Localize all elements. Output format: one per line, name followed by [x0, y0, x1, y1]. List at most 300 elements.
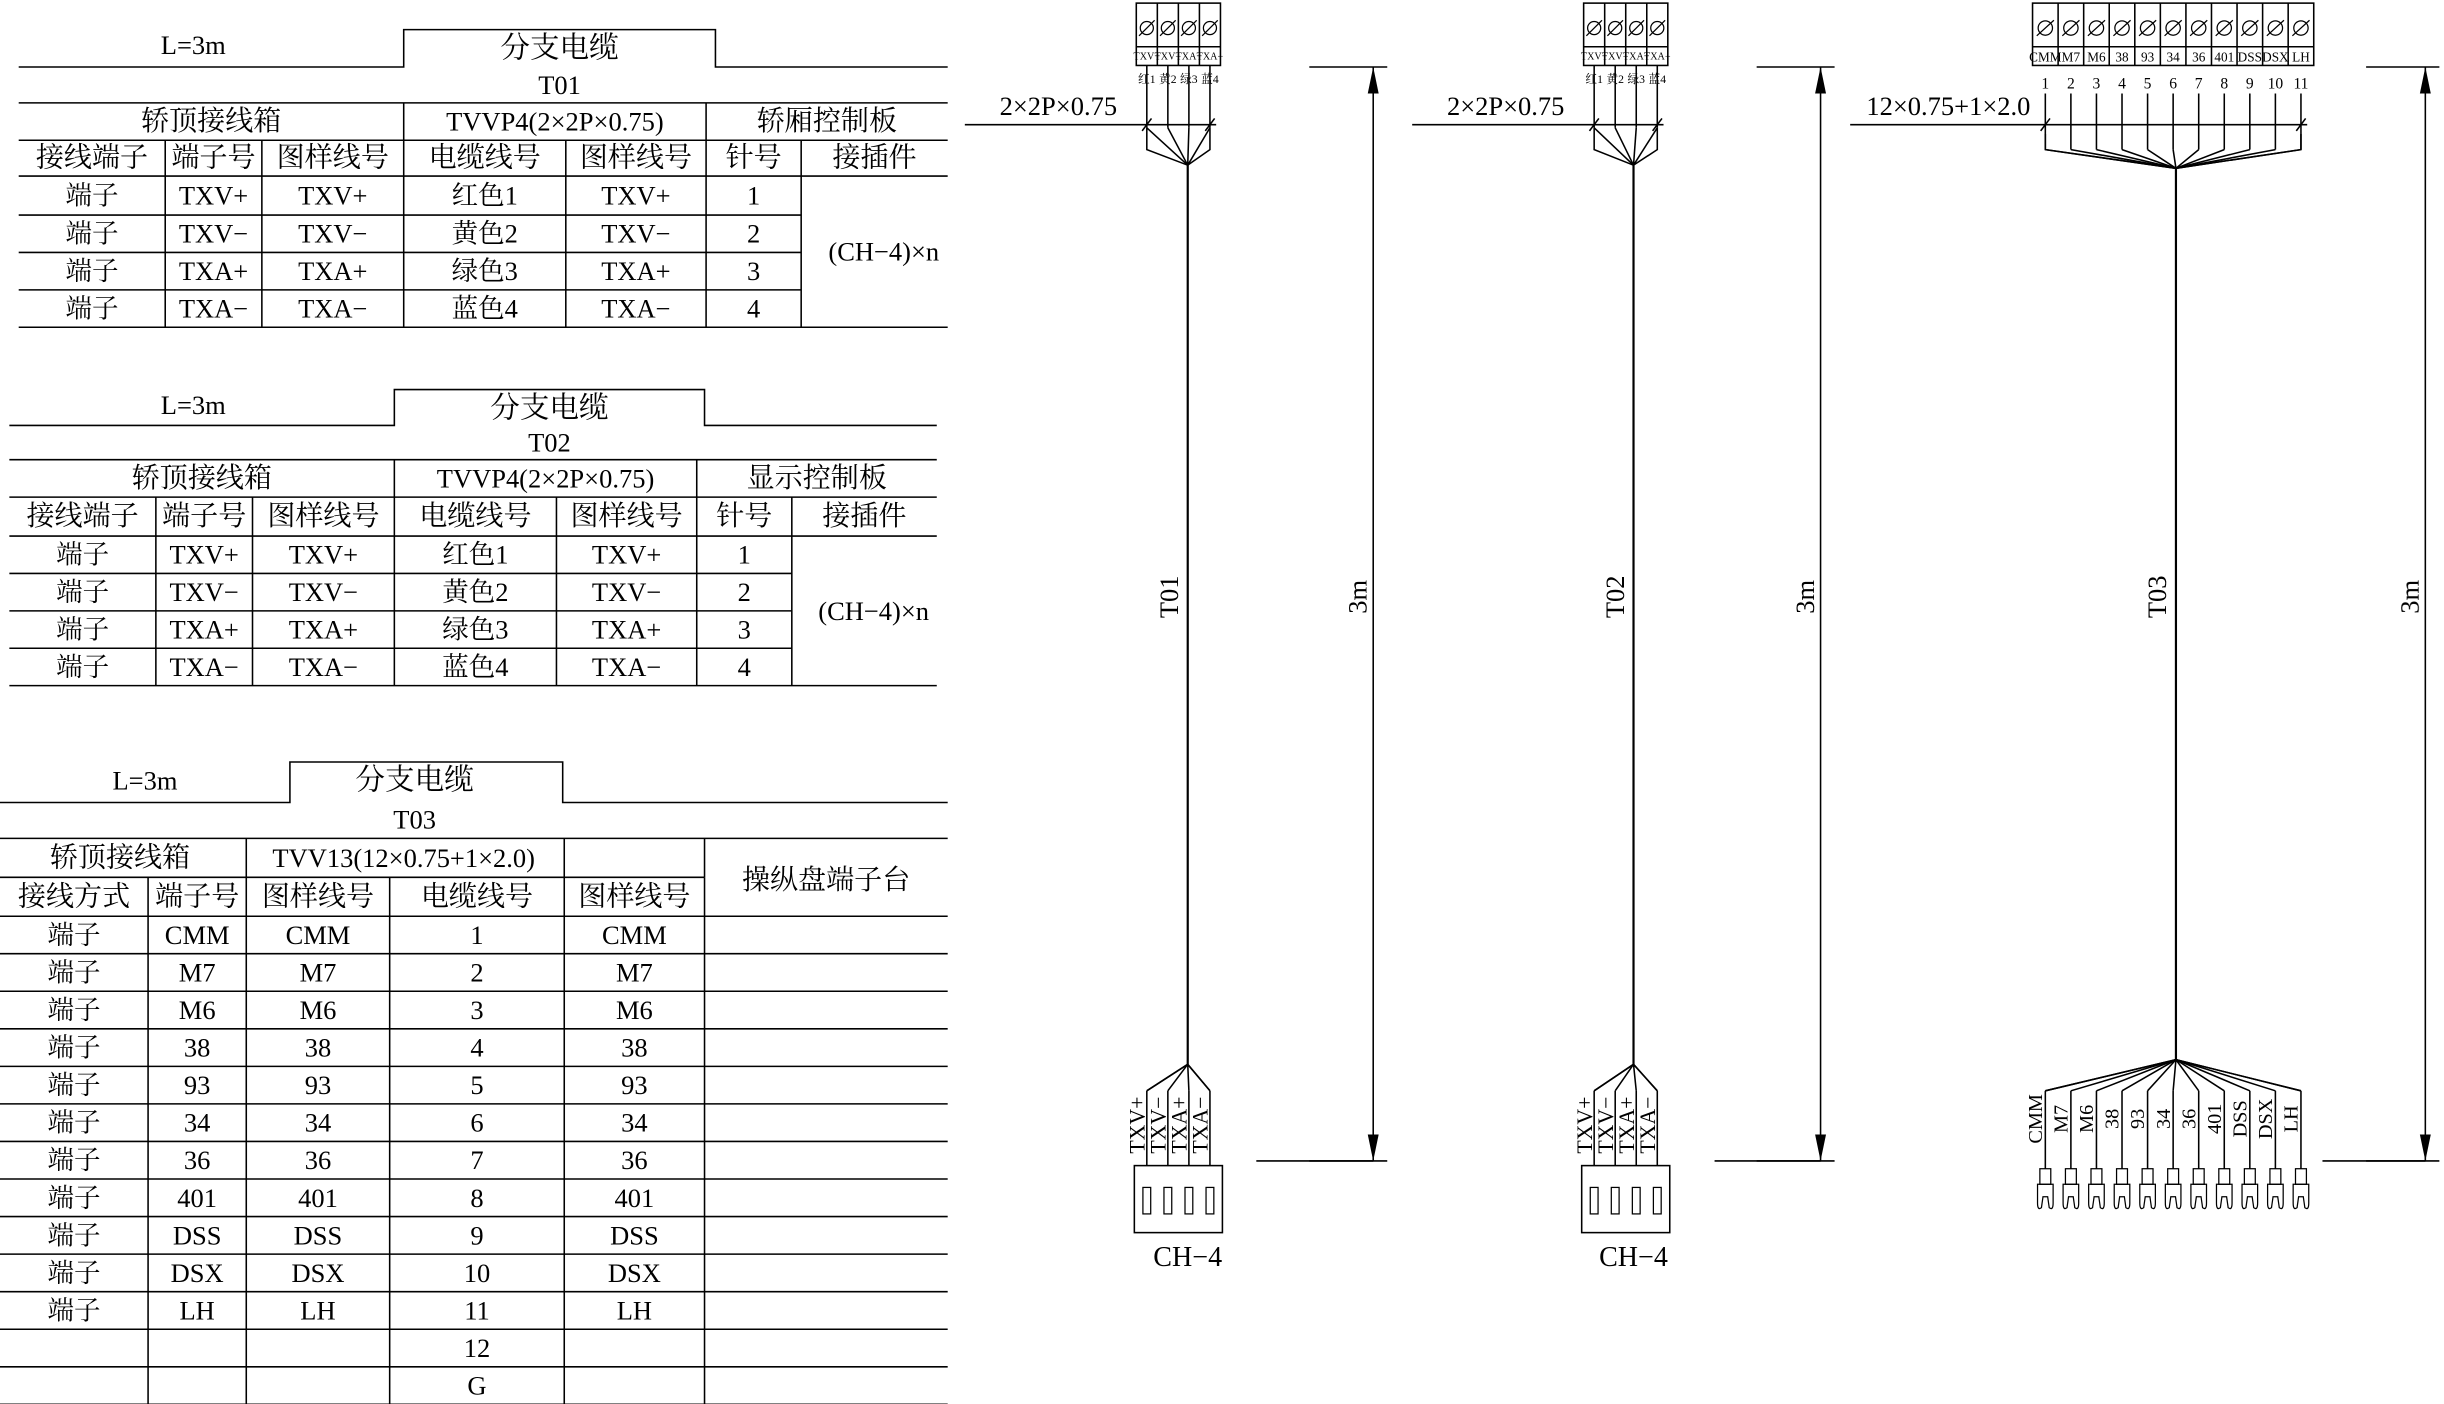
- table-cell: M6: [178, 995, 216, 1026]
- wire-color-label: 蓝4: [1648, 72, 1667, 86]
- fork-lug-icon: [2038, 1184, 2054, 1208]
- header-bracket: [9, 390, 936, 426]
- fork-lug-icon: [2114, 1184, 2130, 1208]
- table-cell: 端子: [65, 180, 119, 211]
- table-cell: TXA+: [601, 256, 671, 287]
- wire-fan: [2176, 1060, 2224, 1091]
- cable-id-label: T01: [1154, 575, 1185, 619]
- table-cell: M7: [299, 957, 337, 988]
- screw-icon-slash: [2088, 20, 2105, 36]
- column-header: 电缆线号: [428, 142, 541, 174]
- terminal-label: TXA−: [1644, 51, 1671, 63]
- terminal-label: TXA+: [1622, 51, 1650, 63]
- column-header: 端子号: [162, 501, 247, 533]
- wire-end-label: TXA−: [1635, 1096, 1660, 1154]
- table-cell: DSX: [291, 1257, 345, 1288]
- table-cell: 端子: [47, 1220, 101, 1251]
- column-header: 端子号: [155, 881, 240, 913]
- wire-end-label: 93: [2127, 1108, 2150, 1129]
- length-label: L=3m: [160, 30, 226, 61]
- terminal-label: LH: [2292, 49, 2310, 65]
- table-cell: TXA−: [288, 651, 359, 682]
- wire-fan: [1594, 1064, 1633, 1090]
- screw-icon-slash: [2037, 20, 2054, 36]
- table-cell: 34: [621, 1107, 648, 1138]
- table-cell: 红色1: [451, 180, 518, 211]
- screw-icon-slash: [2139, 20, 2156, 36]
- table-cell: 端子: [47, 1182, 101, 1213]
- column-header: 图样线号: [579, 142, 693, 174]
- table-cell: 端子: [56, 539, 110, 570]
- wire-end-label: DSX: [2255, 1098, 2278, 1140]
- table-cell: 端子: [56, 651, 110, 682]
- column-header: 电缆线号: [420, 881, 534, 913]
- wire-fan: [1147, 128, 1188, 165]
- screw-icon-slash: [1139, 20, 1155, 36]
- table-cell: M6: [299, 995, 337, 1026]
- terminal-label: DSX: [2262, 49, 2289, 65]
- group-header-left: 轿顶接线箱: [49, 842, 191, 874]
- wire-fan: [2173, 150, 2176, 169]
- wire-fan: [2045, 1060, 2176, 1091]
- terminal-number: 2: [2066, 75, 2075, 93]
- table-cell: 端子: [47, 1295, 101, 1326]
- table-cell: TXA+: [178, 256, 249, 287]
- table-cell: 1: [470, 919, 484, 950]
- table-cell: TXA+: [169, 614, 239, 645]
- arrow-head: [2420, 67, 2431, 93]
- group-header-right: 显示控制板: [746, 462, 887, 494]
- branch-cable-label: 分支电缆: [500, 32, 619, 65]
- screw-icon-slash: [2190, 20, 2207, 36]
- table-cell: 36: [304, 1145, 332, 1176]
- group-header-left: 轿顶接线箱: [131, 462, 272, 494]
- terminal-number: 7: [2194, 75, 2203, 93]
- column-header: 端子号: [171, 142, 256, 174]
- terminal-label: TXA+: [1175, 51, 1203, 63]
- table-cell: DSS: [610, 1220, 659, 1251]
- lug-sleeve: [2065, 1169, 2076, 1185]
- terminal-number: 8: [2220, 75, 2229, 93]
- table-cell: 36: [621, 1145, 648, 1176]
- wire-end-label: TXA+: [1167, 1096, 1192, 1154]
- fan-outline: [1594, 1064, 1657, 1090]
- terminal-number: 5: [2143, 75, 2152, 93]
- terminal-number: 10: [2267, 75, 2284, 93]
- table-cell: DSS: [172, 1220, 222, 1251]
- wire-end-label: DSS: [2229, 1100, 2252, 1138]
- screw-icon-slash: [1649, 20, 1665, 36]
- table-cell: 93: [304, 1070, 332, 1101]
- screw-icon-slash: [2267, 20, 2284, 36]
- connector-pin: [1206, 1187, 1214, 1213]
- table-id: T03: [393, 804, 436, 835]
- wire-color-label: 红1: [1138, 72, 1156, 86]
- table-cell: 38: [183, 1032, 211, 1063]
- table-cell: TXA−: [169, 651, 239, 682]
- table-cell: TXV−: [591, 577, 662, 608]
- table-cell: 1: [747, 180, 761, 211]
- terminal-label: DSS: [2237, 49, 2262, 65]
- lug-sleeve: [2219, 1169, 2230, 1185]
- column-header: 接插件: [822, 501, 907, 533]
- lug-sleeve: [2193, 1169, 2204, 1185]
- wire-color-label: 绿3: [1627, 72, 1646, 86]
- table-cell: 端子: [47, 1070, 101, 1101]
- wire-color-label: 黄2: [1159, 72, 1177, 86]
- table-cell: 8: [470, 1182, 484, 1213]
- wire-fan: [2122, 150, 2176, 169]
- terminal-number: 6: [2169, 75, 2178, 93]
- wire-color-label: 黄2: [1606, 72, 1624, 86]
- terminal-label: TXV+: [1133, 51, 1161, 63]
- column-header: 接插件: [832, 142, 917, 174]
- table-cell: 93: [621, 1070, 648, 1101]
- wire-fan: [1168, 1064, 1188, 1090]
- wire-fan: [1188, 128, 1189, 165]
- fork-lug-icon: [2216, 1184, 2232, 1208]
- column-header: 接线端子: [26, 501, 139, 533]
- lug-sleeve: [2270, 1169, 2281, 1185]
- table-cell: CMM: [164, 919, 230, 950]
- table-cell: 7: [470, 1145, 484, 1176]
- table-cell: TXA−: [298, 293, 368, 324]
- wire-end-label: 401: [2203, 1103, 2226, 1135]
- table-cell: 38: [621, 1032, 648, 1063]
- table-cell: 4: [470, 1032, 484, 1063]
- column-header: 针号: [725, 142, 782, 174]
- table-cell: TXV−: [169, 577, 239, 608]
- wire-end-label: TXV+: [1572, 1096, 1597, 1154]
- table-cell: TXV−: [601, 218, 671, 249]
- wire-fan: [1634, 128, 1658, 165]
- table-cell: 蓝色4: [442, 651, 509, 682]
- wire-fan: [2176, 150, 2224, 169]
- terminal-number: 1: [2041, 75, 2050, 93]
- terminal-label: 34: [2166, 49, 2180, 65]
- screw-icon-slash: [1607, 20, 1623, 36]
- table-cell: 绿色3: [442, 614, 509, 645]
- fork-lug-icon: [2089, 1184, 2105, 1208]
- table-cell: 蓝色4: [451, 293, 518, 324]
- wire-fan: [2122, 1060, 2176, 1091]
- table-cell: TXV+: [601, 180, 671, 211]
- screw-icon-slash: [2292, 20, 2309, 36]
- table-cell: LH: [179, 1295, 215, 1326]
- table-cell: 4: [747, 293, 761, 324]
- screw-icon-slash: [1181, 20, 1197, 36]
- terminal-label: 36: [2192, 49, 2206, 65]
- terminal-label: M7: [2061, 49, 2081, 65]
- table-cell: 红色1: [442, 539, 509, 570]
- dimension-label: 3m: [2394, 579, 2425, 614]
- table-cell: TXV+: [169, 539, 239, 570]
- terminal-label: CMM: [2029, 49, 2062, 65]
- wire-end-label: LH: [2280, 1105, 2303, 1133]
- terminal-label: TXV+: [1580, 51, 1608, 63]
- column-header: 图样线号: [570, 501, 683, 533]
- table-cell: 黄色2: [442, 577, 509, 608]
- terminal-label: TXV−: [1154, 51, 1182, 63]
- table-cell: 10: [463, 1257, 491, 1288]
- wire-end-label: 38: [2101, 1108, 2124, 1129]
- table-cell: 34: [304, 1107, 332, 1138]
- screw-icon-slash: [1202, 20, 1218, 36]
- cable-spec-label: 2×2P×0.75: [1446, 90, 1565, 121]
- terminal-number: 11: [2293, 75, 2309, 93]
- screw-icon-slash: [1628, 20, 1644, 36]
- column-header: 电缆线号: [419, 501, 532, 533]
- connector-cell: (CH−4)×n: [828, 236, 940, 267]
- table-cell: 端子: [47, 1145, 101, 1176]
- group-header-right: 操纵盘端子台: [741, 864, 911, 896]
- cable-drawing-t03: [1850, 3, 2314, 1208]
- table-cell: DSX: [170, 1257, 224, 1288]
- table-cell: 4: [737, 651, 751, 682]
- wire-color-label: 蓝4: [1201, 72, 1219, 86]
- wire-end-label: TXV−: [1146, 1096, 1171, 1154]
- branch-cable-label: 分支电缆: [490, 392, 609, 425]
- terminal-number: 9: [2245, 75, 2254, 93]
- wire-end-label: 34: [2152, 1108, 2175, 1129]
- table-cell: DSX: [607, 1257, 661, 1288]
- terminal-label: 401: [2214, 49, 2235, 65]
- connector-body: [1582, 1166, 1670, 1233]
- branch-cable-label: 分支电缆: [355, 764, 474, 797]
- table-cell: TXV−: [178, 218, 249, 249]
- column-header: 接线方式: [17, 881, 131, 913]
- column-header: 图样线号: [261, 881, 375, 913]
- table-cell: 1: [737, 539, 751, 570]
- group-header-cable: TVVP4(2×2P×0.75): [436, 463, 655, 494]
- length-label: L=3m: [160, 390, 226, 421]
- arrow-head: [1815, 1134, 1826, 1160]
- table-cell: LH: [300, 1295, 336, 1326]
- table-cell: TXA−: [591, 651, 662, 682]
- length-label: L=3m: [112, 765, 178, 796]
- connector-pin: [1653, 1187, 1661, 1213]
- cable-id-label: T03: [2142, 575, 2173, 619]
- table-cell: TXA−: [178, 293, 249, 324]
- terminal-number: 3: [2092, 75, 2101, 93]
- fork-lug-icon: [2293, 1184, 2309, 1208]
- dimension-t03: [2322, 67, 2439, 1161]
- table-cell: TXV+: [178, 180, 249, 211]
- cable-id-label: T02: [1599, 575, 1630, 619]
- wire-end-label: M6: [2076, 1104, 2099, 1133]
- fan-outline: [1594, 128, 1657, 165]
- wire-end-label: CMM: [2024, 1094, 2047, 1144]
- connector-pin: [1632, 1187, 1640, 1213]
- table-cell: 401: [614, 1182, 655, 1213]
- table-cell: TXV+: [298, 180, 368, 211]
- screw-icon-slash: [2113, 20, 2130, 36]
- fork-lug-icon: [2063, 1184, 2079, 1208]
- group-header-cable: TVV13(12×0.75+1×2.0): [272, 842, 535, 873]
- screw-icon-slash: [2216, 20, 2233, 36]
- wire-end-label: TXA−: [1188, 1096, 1213, 1154]
- lug-sleeve: [2117, 1169, 2128, 1185]
- table-cell: 36: [183, 1145, 211, 1176]
- wire-color-label: 红1: [1585, 72, 1603, 86]
- screw-icon-slash: [2165, 20, 2182, 36]
- table-cell: 绿色3: [451, 256, 518, 287]
- lug-sleeve: [2168, 1169, 2179, 1185]
- arrow-head: [1368, 67, 1379, 93]
- wire-end-label: M7: [2050, 1104, 2073, 1133]
- table-t02: [9, 390, 936, 686]
- table-cell: 端子: [47, 1257, 101, 1288]
- terminal-label: 38: [2115, 49, 2129, 65]
- table-cell: DSS: [293, 1220, 343, 1251]
- table-cell: LH: [616, 1295, 653, 1326]
- column-header: 图样线号: [276, 142, 389, 174]
- table-cell: 端子: [47, 995, 101, 1026]
- wire-end-label: 36: [2178, 1108, 2201, 1129]
- dimension-label: 3m: [1342, 579, 1373, 614]
- connector-pin: [1611, 1187, 1619, 1213]
- table-cell: TXV−: [288, 577, 359, 608]
- fork-lug-icon: [2165, 1184, 2181, 1208]
- wire-fan: [1634, 1064, 1658, 1090]
- table-cell: 12: [463, 1333, 491, 1364]
- wire-end-label: TXV−: [1593, 1096, 1618, 1154]
- lug-sleeve: [2091, 1169, 2102, 1185]
- lug-sleeve: [2040, 1169, 2051, 1185]
- table-t03: [0, 762, 948, 1404]
- table-cell: 34: [183, 1107, 211, 1138]
- wire-end-label: TXA+: [1614, 1096, 1639, 1154]
- cable-spec-label: 12×0.75+1×2.0: [1866, 90, 2031, 121]
- wire-fan: [1634, 1064, 1637, 1090]
- cable-drawing-t01: [965, 3, 1224, 1273]
- table-cell: 93: [183, 1070, 211, 1101]
- table-cell: 黄色2: [451, 218, 518, 249]
- table-cell: 2: [470, 957, 484, 988]
- dimension-t02: [1715, 67, 1835, 1161]
- wire-fan: [1147, 1064, 1188, 1090]
- cable-spec-label: 2×2P×0.75: [999, 90, 1118, 121]
- fork-lug-icon: [2242, 1184, 2258, 1208]
- wire-fan: [1634, 128, 1637, 165]
- wire-color-label: 绿3: [1180, 72, 1198, 86]
- arrow-head: [2420, 1134, 2431, 1160]
- dimension-label: 3m: [1789, 579, 1820, 614]
- table-cell: M7: [178, 957, 216, 988]
- table-cell: 5: [470, 1070, 484, 1101]
- connector-pin: [1143, 1187, 1151, 1213]
- screw-icon-slash: [2241, 20, 2258, 36]
- wire-fan: [2173, 1060, 2176, 1091]
- wire-fan: [1615, 1064, 1633, 1090]
- table-cell: CMM: [285, 919, 351, 950]
- table-cell: 11: [464, 1295, 490, 1326]
- connector-body: [1134, 1166, 1222, 1233]
- terminal-number: 4: [2118, 75, 2126, 93]
- fork-lug-icon: [2140, 1184, 2156, 1208]
- terminal-label: TXV−: [1601, 51, 1629, 63]
- arrow-head: [1368, 1134, 1379, 1160]
- wire-fan: [2176, 1060, 2275, 1091]
- table-id: T02: [528, 427, 571, 458]
- connector-pin: [1590, 1187, 1598, 1213]
- wire-fan: [1188, 128, 1210, 165]
- table-cell: TXV−: [298, 218, 368, 249]
- table-cell: TXA+: [591, 614, 662, 645]
- terminal-label: TXA−: [1196, 51, 1224, 63]
- table-cell: 端子: [56, 577, 110, 608]
- table-cell: 3: [470, 995, 484, 1026]
- table-cell: M7: [615, 957, 653, 988]
- cable-drawing-t02: [1412, 3, 1671, 1273]
- table-cell: 9: [470, 1220, 484, 1251]
- group-header-cable: TVVP4(2×2P×0.75): [446, 106, 664, 137]
- connector-label: CH−4: [1153, 1242, 1223, 1274]
- table-cell: 端子: [65, 293, 119, 324]
- table-cell: 端子: [65, 256, 119, 287]
- table-t01: [19, 30, 948, 328]
- wire-fan: [1188, 1064, 1189, 1090]
- column-header: 针号: [716, 501, 773, 533]
- lug-sleeve: [2142, 1169, 2153, 1185]
- terminal-label: 93: [2140, 49, 2155, 65]
- table-cell: 端子: [47, 1107, 101, 1138]
- table-cell: TXV+: [288, 539, 359, 570]
- lug-sleeve: [2244, 1169, 2255, 1185]
- header-bracket: [19, 30, 948, 67]
- table-cell: 6: [470, 1107, 484, 1138]
- group-header-right: 轿厢控制板: [756, 106, 898, 138]
- connector-label: CH−4: [1599, 1242, 1668, 1274]
- wire-fan: [1594, 128, 1633, 165]
- screw-icon-slash: [2062, 20, 2079, 36]
- table-cell: CMM: [602, 919, 667, 950]
- arrow-head: [1815, 67, 1826, 93]
- screw-icon-slash: [1586, 20, 1602, 36]
- table-id: T01: [538, 69, 581, 100]
- column-header: 接线端子: [35, 142, 149, 174]
- table-cell: 2: [747, 218, 761, 249]
- connector-pin: [1164, 1187, 1172, 1213]
- connector-cell: (CH−4)×n: [818, 595, 930, 626]
- table-cell: TXV+: [591, 539, 662, 570]
- lug-sleeve: [2295, 1169, 2306, 1185]
- table-cell: TXA+: [288, 614, 359, 645]
- table-cell: 3: [737, 614, 751, 645]
- table-cell: TXA+: [298, 256, 368, 287]
- dimension-t01: [1256, 67, 1387, 1161]
- table-cell: 2: [737, 577, 751, 608]
- table-cell: 401: [177, 1182, 218, 1213]
- terminal-label: M6: [2087, 49, 2106, 65]
- table-cell: 3: [747, 256, 761, 287]
- table-cell: TXA−: [601, 293, 671, 324]
- wire-end-label: TXV+: [1125, 1096, 1150, 1154]
- screw-icon-slash: [1160, 20, 1176, 36]
- wire-fan: [2071, 1060, 2176, 1091]
- table-cell: 端子: [47, 1032, 101, 1063]
- table-cell: 端子: [47, 957, 101, 988]
- table-cell: 端子: [56, 614, 110, 645]
- group-header-left: 轿顶接线箱: [141, 106, 282, 138]
- table-cell: G: [467, 1370, 487, 1401]
- table-cell: 38: [304, 1032, 332, 1063]
- connector-pin: [1185, 1187, 1193, 1213]
- column-header: 图样线号: [578, 881, 691, 913]
- fork-lug-icon: [2191, 1184, 2207, 1208]
- table-cell: 401: [298, 1182, 338, 1213]
- table-cell: 端子: [47, 919, 101, 950]
